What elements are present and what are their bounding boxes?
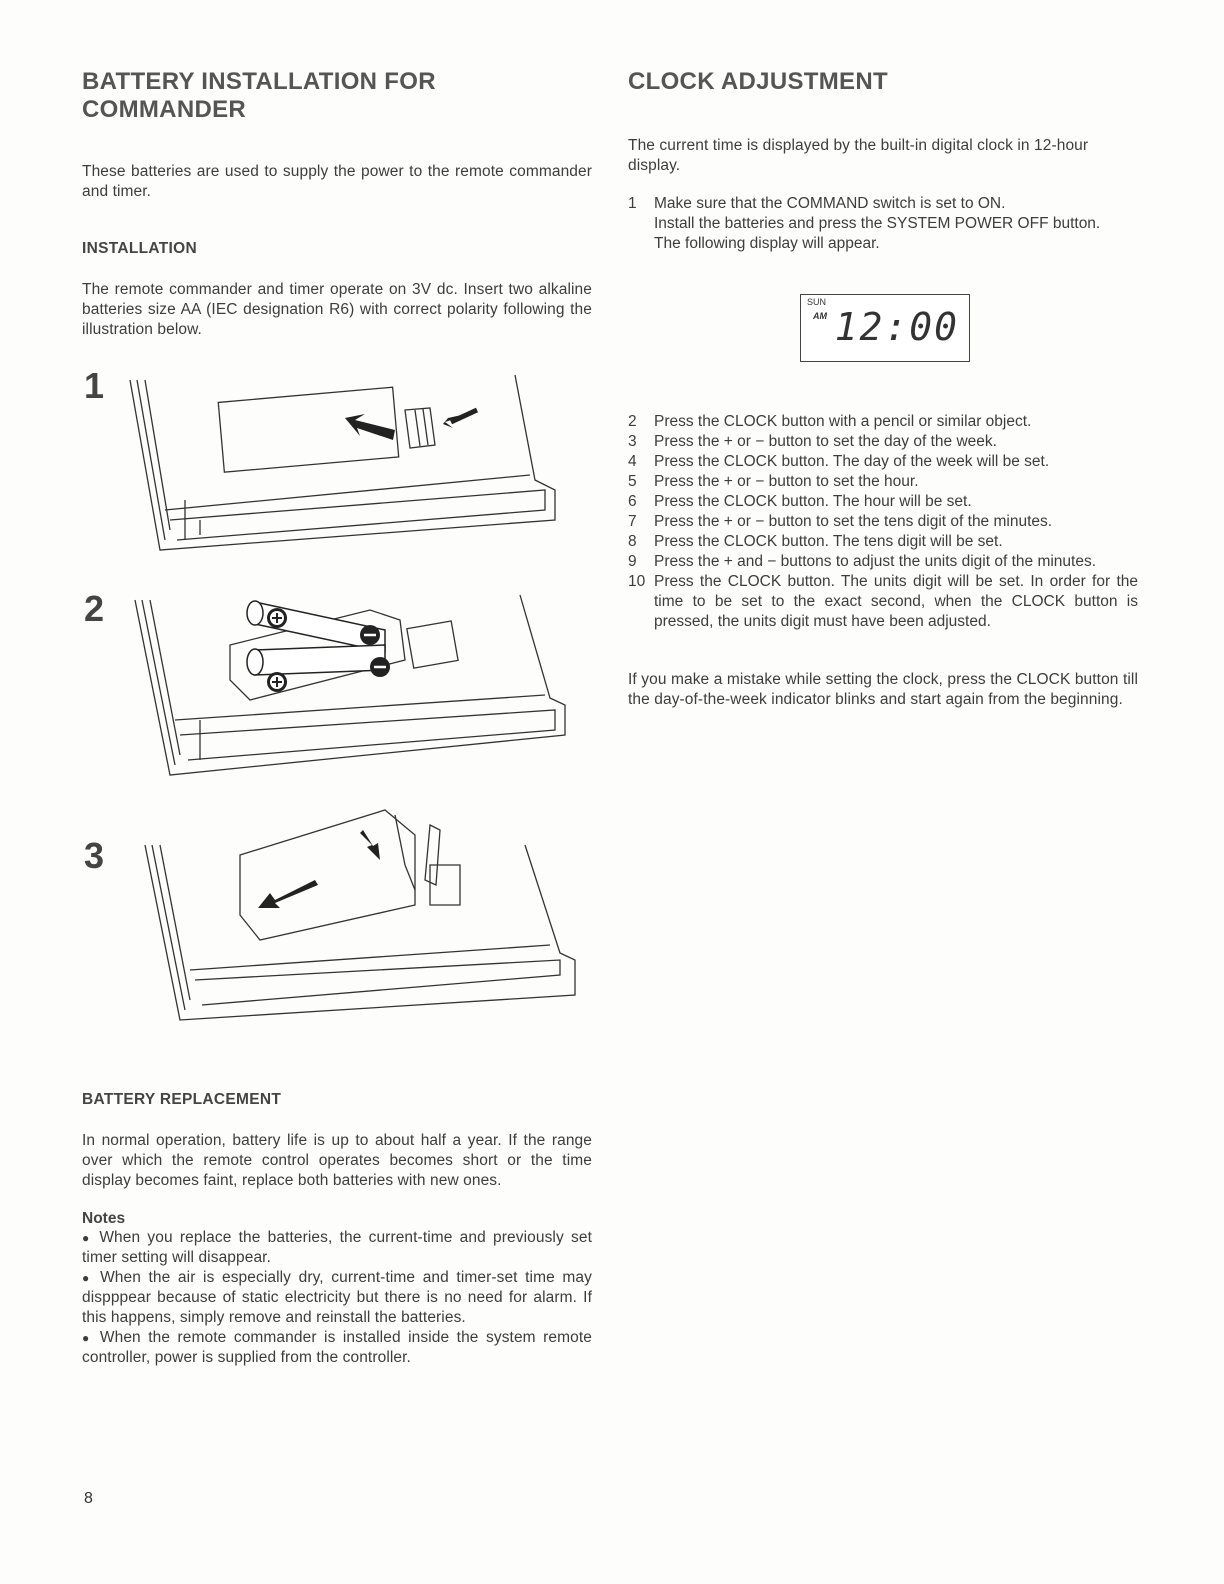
illustration-step-3: 3 bbox=[84, 835, 105, 876]
list-item: 10 Press the CLOCK button. The units digit will be set. In order for the time to be set to the exact second, when the CLOCK button is pressed, the units digit must have been adjusted. bbox=[628, 573, 1138, 630]
replacement-text: In normal operation, battery life is up to about half a year. If the range over which the remote control operates becomes short or the time display becomes faint, replace both batteries with new ones. bbox=[82, 1132, 592, 1189]
list-item: 4 Press the CLOCK button. The day of the week will be set. bbox=[628, 453, 1050, 470]
bullet-icon: ● bbox=[82, 1331, 93, 1345]
note-text-3: When the remote commander is installed inside the system remote controller, power is supplied from the controller. bbox=[82, 1329, 592, 1366]
note-item bbox=[82, 1228, 592, 1268]
step-number: 1 bbox=[628, 195, 637, 212]
step-1-line-3: The following display will appear. bbox=[654, 235, 880, 252]
battery-intro: These batteries are used to supply the power to the remote commander and timer. bbox=[82, 163, 592, 200]
ampm-indicator: AM bbox=[813, 311, 827, 321]
title-line-2: COMMANDER bbox=[82, 96, 247, 123]
mistake-text: If you make a mistake while setting the clock, press the CLOCK button till the day-of-the-week indicator blinks and start again from the beginning. bbox=[628, 671, 1138, 708]
day-indicator: SUN bbox=[807, 297, 827, 307]
clock-step-1 bbox=[628, 194, 1138, 254]
time-readout: 12:00 bbox=[834, 305, 959, 349]
clock-adjustment-title: CLOCK ADJUSTMENT bbox=[628, 68, 888, 95]
installation-heading: INSTALLATION bbox=[82, 240, 197, 257]
notes-heading: Notes bbox=[82, 1210, 126, 1227]
title-line-1: BATTERY INSTALLATION FOR bbox=[82, 68, 436, 95]
illustration-step-2: 2 bbox=[84, 588, 105, 629]
list-item: 7 Press the + or − button to set the tens digit of the minutes. bbox=[628, 513, 1053, 530]
clock-intro: The current time is displayed by the built-in digital clock in 12-hour display. bbox=[628, 137, 1089, 174]
illustration-insert-batteries bbox=[130, 590, 570, 780]
note-item bbox=[82, 1328, 592, 1368]
step-1-line-2: Install the batteries and press the SYSTEM POWER OFF button. bbox=[654, 215, 1101, 232]
replacement-heading: BATTERY REPLACEMENT bbox=[82, 1091, 282, 1108]
illustration-replace-cover bbox=[140, 805, 580, 1025]
list-item: 5 Press the + or − button to set the hour. bbox=[628, 473, 919, 490]
illustration-remove-cover bbox=[125, 370, 565, 560]
bullet-icon: ● bbox=[82, 1271, 93, 1285]
arrow-icon bbox=[258, 830, 380, 908]
list-item: 2 Press the CLOCK button with a pencil or similar object. bbox=[628, 413, 1032, 430]
note-text-1: When you replace the batteries, the current-time and previously set timer setting will disappear. bbox=[82, 1229, 592, 1266]
list-item: 3 Press the + or − button to set the day of the week. bbox=[628, 433, 997, 450]
clock-display bbox=[800, 294, 970, 362]
page-number: 8 bbox=[84, 1490, 93, 1507]
notes-section bbox=[82, 1210, 592, 1368]
step-1-line-1: Make sure that the COMMAND switch is set to ON. bbox=[654, 195, 1006, 212]
list-item: 6 Press the CLOCK button. The hour will be set. bbox=[628, 493, 972, 510]
clock-steps-list bbox=[628, 412, 1138, 632]
battery-installation-title bbox=[82, 68, 436, 124]
note-text-2: When the air is especially dry, current-time and timer-set time may dispppear because of static electricity but there is no need for alarm. If this happens, simply remove and reinstall the batteries. bbox=[82, 1269, 592, 1326]
list-item: 8 Press the CLOCK button. The tens digit will be set. bbox=[628, 533, 1003, 550]
installation-text: The remote commander and timer operate on 3V dc. Insert two alkaline batteries size AA (IEC designation R6) with correct polarity following the illustration below. bbox=[82, 281, 592, 338]
illustration-step-1: 1 bbox=[84, 365, 105, 406]
arrow-icon bbox=[345, 410, 477, 440]
note-item bbox=[82, 1268, 592, 1328]
list-item: 9 Press the + and − buttons to adjust the units digit of the minutes. bbox=[628, 553, 1097, 570]
bullet-icon: ● bbox=[82, 1231, 93, 1245]
